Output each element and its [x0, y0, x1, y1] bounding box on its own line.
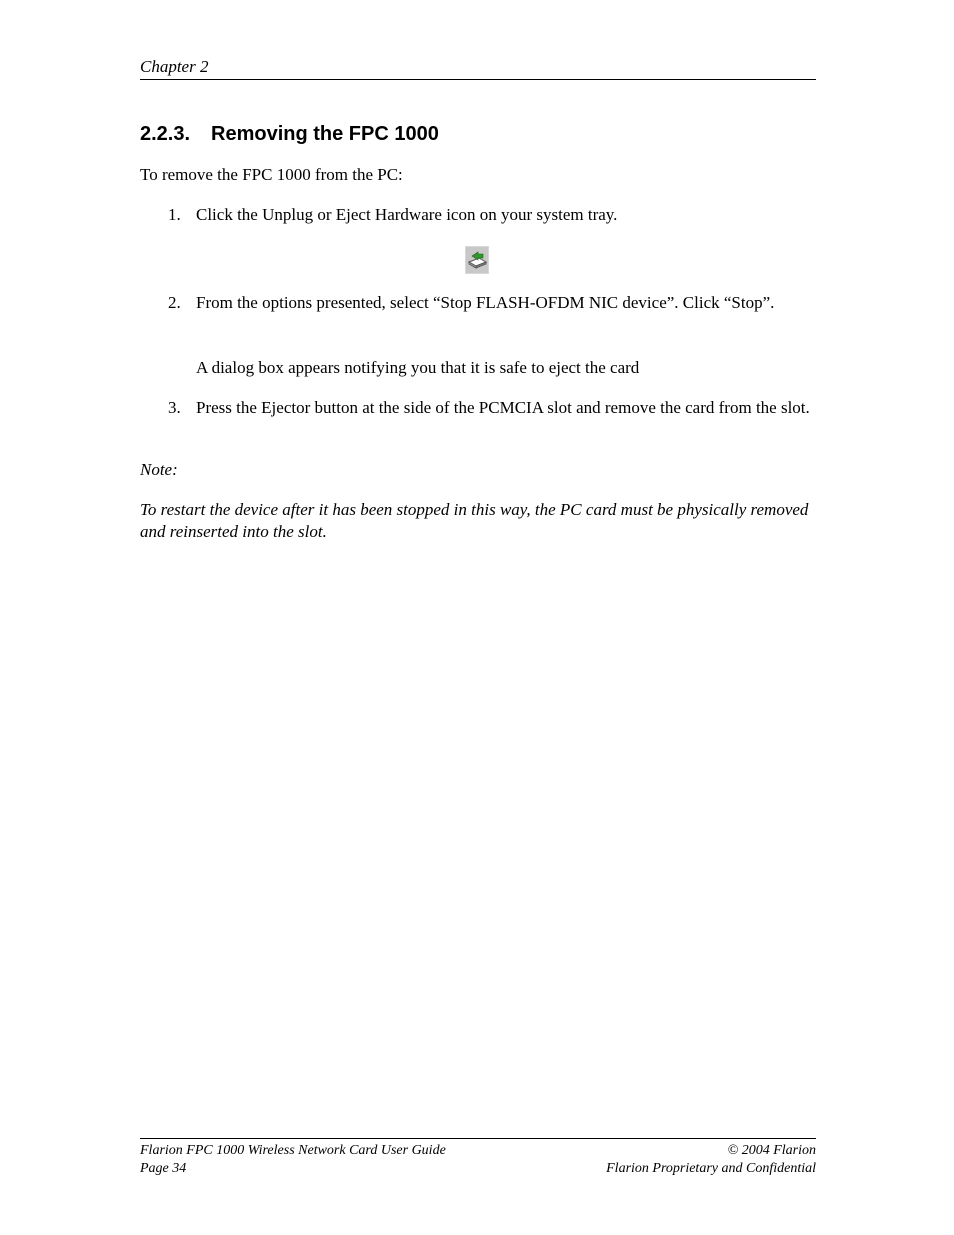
footer-page-number: Page 34 — [140, 1161, 187, 1176]
list-item — [168, 204, 816, 226]
step-number: 1. — [168, 205, 181, 224]
section-heading — [140, 121, 816, 147]
step-number: 2. — [168, 293, 181, 312]
list-item — [168, 292, 816, 314]
step-text: From the options presented, select “Stop FLASH-OFDM NIC device”. Click “Stop”. — [196, 293, 775, 312]
step-text: Click the Unplug or Eject Hardware icon on your system tray. — [196, 205, 618, 224]
step-note: A dialog box appears notifying you that it is safe to eject the card — [196, 358, 640, 377]
intro-paragraph: To remove the FPC 1000 from the PC: — [140, 165, 403, 184]
step-text: Press the Ejector button at the side of the PCMCIA slot and remove the card from the slot. — [196, 398, 810, 417]
unplug-eject-hardware-icon — [465, 246, 489, 274]
chapter-label: Chapter 2 — [140, 57, 209, 76]
section-title: Removing the FPC 1000 — [211, 123, 439, 145]
section-number: 2.2.3. — [140, 123, 191, 145]
page-header — [140, 56, 816, 80]
footer-confidential: Flarion Proprietary and Confidential — [606, 1161, 816, 1176]
page-footer — [140, 1138, 816, 1178]
footer-guide-title: Flarion FPC 1000 Wireless Network Card User Guide — [140, 1143, 446, 1158]
list-item — [168, 397, 816, 419]
note-text: To restart the device after it has been stopped in this way, the PC card must be physically removed and reinserted into the slot. — [140, 500, 809, 541]
eject-hardware-icon — [466, 247, 488, 273]
document-page — [140, 0, 816, 1235]
footer-copyright: © 2004 Flarion — [727, 1143, 816, 1158]
step-number: 3. — [168, 398, 181, 417]
note-label: Note: — [140, 460, 178, 479]
